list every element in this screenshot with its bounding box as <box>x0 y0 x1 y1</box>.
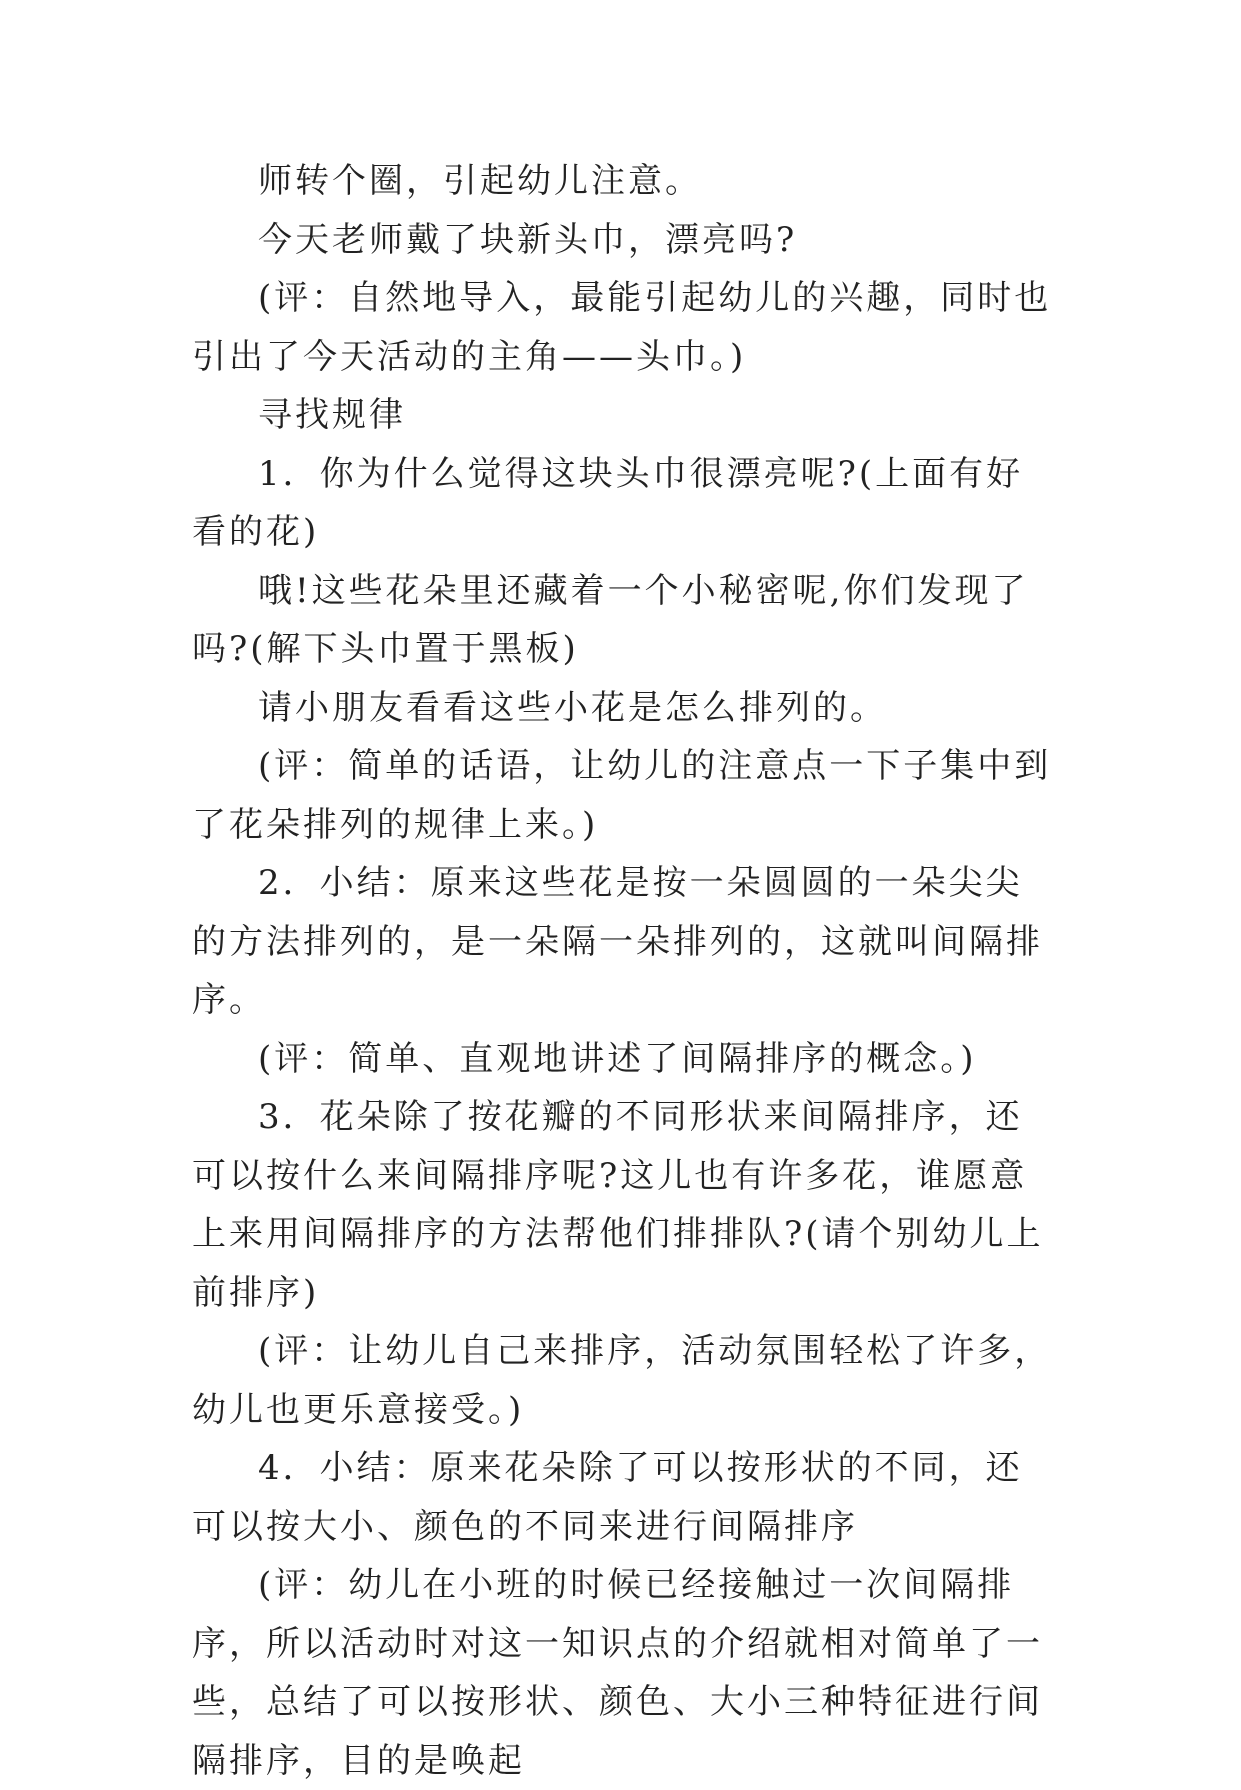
paragraph: (评：幼儿在小班的时候已经接触过一次间隔排序，所以活动时对这一知识点的介绍就相对简单了一些，总结了可以按形状、颜色、大小三种特征进行间隔排序，目的是唤起 <box>192 1565 1043 1781</box>
paragraph: 哦!这些花朵里还藏着一个小秘密呢,你们发现了吗?(解下头巾置于黑板) <box>192 570 1029 669</box>
paragraph: 寻找规律 <box>258 395 406 435</box>
paragraph: 1．你为什么觉得这块头巾很漂亮呢?(上面有好看的花) <box>192 453 1024 552</box>
paragraph: (评：简单的话语，让幼儿的注意点一下子集中到了花朵排列的规律上来。) <box>192 746 1052 845</box>
paragraph: 师转个圈，引起幼儿注意。 <box>258 161 702 201</box>
paragraph: (评：简单、直观地讲述了间隔排序的概念。) <box>258 1038 977 1079</box>
paragraph: 3．花朵除了按花瓣的不同形状来间隔排序，还可以按什么来间隔排序呢?这儿也有许多花，谁愿意上来用间隔排序的方法帮他们排排队?(请个别幼儿上前排序) <box>192 1097 1044 1313</box>
paragraph: (评：自然地导入，最能引起幼儿的兴趣，同时也引出了今天活动的主角——头巾。) <box>192 278 1052 377</box>
paragraph: 请小朋友看看这些小花是怎么排列的。 <box>258 687 887 728</box>
paragraph: 2．小结：原来这些花是按一朵圆圆的一朵尖尖的方法排列的，是一朵隔一朵排列的，这就叫间隔排序。 <box>192 863 1043 1020</box>
paragraph: 4．小结：原来花朵除了可以按形状的不同，还可以按大小、颜色的不同来进行间隔排序 <box>192 1448 1023 1547</box>
paragraph: (评：让幼儿自己来排序，活动氛围轻松了许多，幼儿也更乐意接受。) <box>192 1331 1052 1430</box>
paragraph: 今天老师戴了块新头巾，漂亮吗? <box>258 219 798 260</box>
document-body <box>192 152 1052 1790</box>
